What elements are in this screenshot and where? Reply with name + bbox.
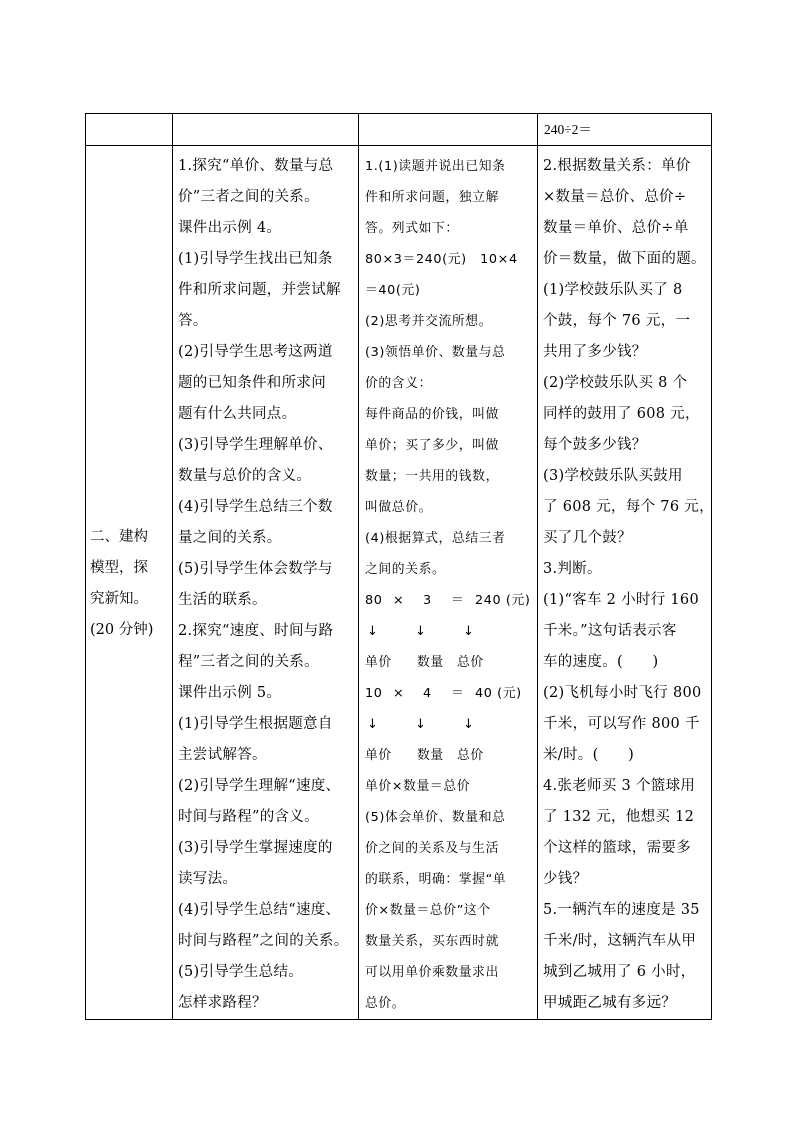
formula-line	[365, 678, 534, 709]
stage-cell	[86, 146, 173, 1020]
text-line: 了 608 元，每个 76 元，	[543, 499, 714, 515]
formula-operator: ×	[393, 593, 405, 608]
text-line: 同样的鼓用了 608 元，	[543, 406, 700, 422]
text-line: 价×数量＝总价”这个	[365, 903, 491, 918]
text-line: 每个鼓多少钱？	[543, 437, 647, 453]
text-line: 总价。	[365, 996, 406, 1011]
text-line: 题有什么共同点。	[178, 406, 297, 422]
student-activity-cell	[359, 146, 538, 1020]
text-line: 城到乙城用了 6 小时，	[543, 964, 696, 980]
text-line: 时间与路程”之间的关系。	[178, 933, 349, 949]
text-line: (4)引导学生总结“速度、	[178, 902, 341, 918]
text-line: 1.探究“单价、数量与总	[178, 158, 334, 174]
table-cell	[359, 114, 538, 146]
text-line: 数量关系，买东西时就	[365, 934, 499, 949]
formula-term: 3	[423, 593, 432, 608]
text-line: 个鼓，每个 76 元，一	[543, 313, 691, 329]
text-line: (5)引导学生体会数学与	[178, 561, 333, 577]
text-line: (5)体会单价、数量和总	[365, 810, 506, 825]
text-line: 少钱？	[543, 871, 588, 887]
down-arrow-icon: ↓	[415, 624, 427, 639]
formula-operator: ＝	[451, 686, 465, 701]
table-cell	[173, 114, 359, 146]
text-line: (1)引导学生找出已知条	[178, 251, 333, 267]
text-line: 课件出示例 5。	[178, 685, 282, 701]
text-line: (4)根据算式，总结三者	[365, 531, 506, 546]
text-line: (4)引导学生总结三个数	[178, 499, 333, 515]
text-line: 件和所求问题，并尝试解	[178, 282, 341, 298]
label-line	[365, 647, 534, 678]
text-line: 主尝试解答。	[178, 747, 267, 763]
text-line: (3)引导学生掌握速度的	[178, 840, 333, 856]
text-line: (2)思考并交流所想。	[365, 314, 493, 329]
text-line: 每件商品的价钱，叫做	[365, 407, 499, 422]
table-cell	[86, 114, 173, 146]
text-line: (3)引导学生理解单价、	[178, 437, 333, 453]
text-line: 价＝数量，做下面的题。	[543, 251, 706, 267]
stage-line: (20 分钟)	[90, 622, 154, 638]
text-line: 了 132 元，他想买 12	[543, 809, 695, 825]
down-arrow-icon: ↓	[463, 717, 475, 732]
text-line: 2.探究“速度、时间与路	[178, 623, 334, 639]
text-line: 价的含义：	[365, 376, 432, 391]
text-line: 米/时。( )	[543, 747, 635, 763]
formula-label: 单价	[365, 748, 392, 763]
text-line: 个这样的篮球，需要多	[543, 840, 691, 856]
text-line: (1)引导学生根据题意自	[178, 716, 333, 732]
formula-line	[365, 585, 534, 616]
label-line	[365, 740, 534, 771]
division-expression: 240÷2＝	[544, 122, 592, 137]
text-line: (2)学校鼓乐队买 8 个	[543, 375, 688, 391]
student-activity-text	[359, 146, 537, 1019]
text-line: 生活的联系。	[178, 592, 267, 608]
text-line: 千米，可以写作 800 千	[543, 716, 700, 732]
text-line: 价之间的关系及与生活	[365, 841, 499, 856]
teacher-activity-text	[173, 146, 358, 1019]
arrow-line	[365, 616, 534, 647]
table-cell	[538, 114, 712, 146]
text-line: 可以用单价乘数量求出	[365, 965, 499, 980]
stage-line: 二、建构	[90, 529, 148, 545]
text-line: 之间的关系。	[365, 562, 446, 577]
text-line: 题的已知条件和所求问	[178, 375, 326, 391]
text-line: 程”三者之间的关系。	[178, 654, 319, 670]
formula-label: 单价	[365, 655, 392, 670]
text-line: (2)引导学生思考这两道	[178, 344, 333, 360]
text-line: (3)学校鼓乐队买鼓用	[543, 468, 683, 484]
text-line: 共用了多少钱？	[543, 344, 647, 360]
text-line: 叫做总价。	[365, 500, 432, 515]
stage-line: 模型，探	[90, 560, 148, 576]
text-line: 数量＝单价、总价÷单	[543, 220, 689, 236]
text-line: ＝40(元)	[365, 283, 421, 298]
formula-term: 4	[423, 686, 432, 701]
formula-term: 10	[365, 686, 383, 701]
text-line: 3.判断。	[543, 561, 602, 577]
text-line: 80×3＝240(元) 10×4	[365, 252, 518, 267]
text-line: 读写法。	[178, 871, 238, 887]
text-line: 的联系，明确：掌握“单	[365, 872, 507, 887]
text-line: 甲城距乙城有多远？	[543, 995, 677, 1011]
lesson-plan-table	[85, 113, 712, 1020]
table-row	[86, 146, 712, 1020]
down-arrow-icon: ↓	[415, 717, 427, 732]
down-arrow-icon: ↓	[463, 624, 475, 639]
formula-label: 总价	[457, 748, 484, 763]
text-line: 量之间的关系。	[178, 530, 282, 546]
formula-result: 240 (元)	[475, 593, 531, 608]
text-line: 买了几个鼓？	[543, 530, 632, 546]
text-line: 课件出示例 4。	[178, 220, 282, 236]
text-line: 千米。”这句话表示客	[543, 623, 677, 639]
text-line: 答。	[178, 313, 208, 329]
text-line: 数量；一共用的钱数，	[365, 469, 499, 484]
text-line: 答。列式如下：	[365, 221, 459, 236]
formula-label: 数量	[417, 748, 444, 763]
text-line: (2)引导学生理解“速度、	[178, 778, 341, 794]
text-line: 4.张老师买 3 个篮球用	[543, 778, 696, 794]
teacher-activity-cell	[173, 146, 359, 1020]
formula-operator: ＝	[451, 593, 465, 608]
text-line: 怎样求路程？	[178, 995, 267, 1011]
arrow-line	[365, 709, 534, 740]
formula-label: 总价	[457, 655, 484, 670]
text-line: 数量与总价的含义。	[178, 468, 312, 484]
text-line: (2)飞机每小时飞行 800	[543, 685, 702, 701]
formula-label: 数量	[417, 655, 444, 670]
text-line: 车的速度。( )	[543, 654, 659, 670]
text-line: 2.根据数量关系：单价	[543, 158, 691, 174]
exercise-text	[538, 146, 714, 1019]
text-line: 单价；买了多少，叫做	[365, 438, 499, 453]
table-row	[86, 114, 712, 146]
text-line: 时间与路程”的含义。	[178, 809, 319, 825]
text-line: (1)“客车 2 小时行 160	[543, 592, 699, 608]
formula-term: 80	[365, 593, 383, 608]
down-arrow-icon: ↓	[367, 624, 379, 639]
text-line: (5)引导学生总结。	[178, 964, 304, 980]
text-line: 5.一辆汽车的速度是 35	[543, 902, 700, 918]
text-line: 1.(1)读题并说出已知条	[365, 159, 506, 174]
text-line: 件和所求问题，独立解	[365, 190, 499, 205]
stage-label	[86, 146, 172, 646]
stage-line: 究新知。	[90, 591, 148, 607]
text-line: (1)学校鼓乐队买了 8	[543, 282, 683, 298]
text-line: 单价×数量＝总价	[365, 779, 471, 794]
formula-operator: ×	[393, 686, 405, 701]
text-line: (3)领悟单价、数量与总	[365, 345, 506, 360]
formula-result: 40 (元)	[475, 686, 522, 701]
text-line: ×数量＝总价、总价÷	[543, 189, 687, 205]
text-line: 千米/时，这辆汽车从甲	[543, 933, 697, 949]
text-line: 价”三者之间的关系。	[178, 189, 319, 205]
down-arrow-icon: ↓	[367, 717, 379, 732]
exercise-cell	[538, 146, 712, 1020]
